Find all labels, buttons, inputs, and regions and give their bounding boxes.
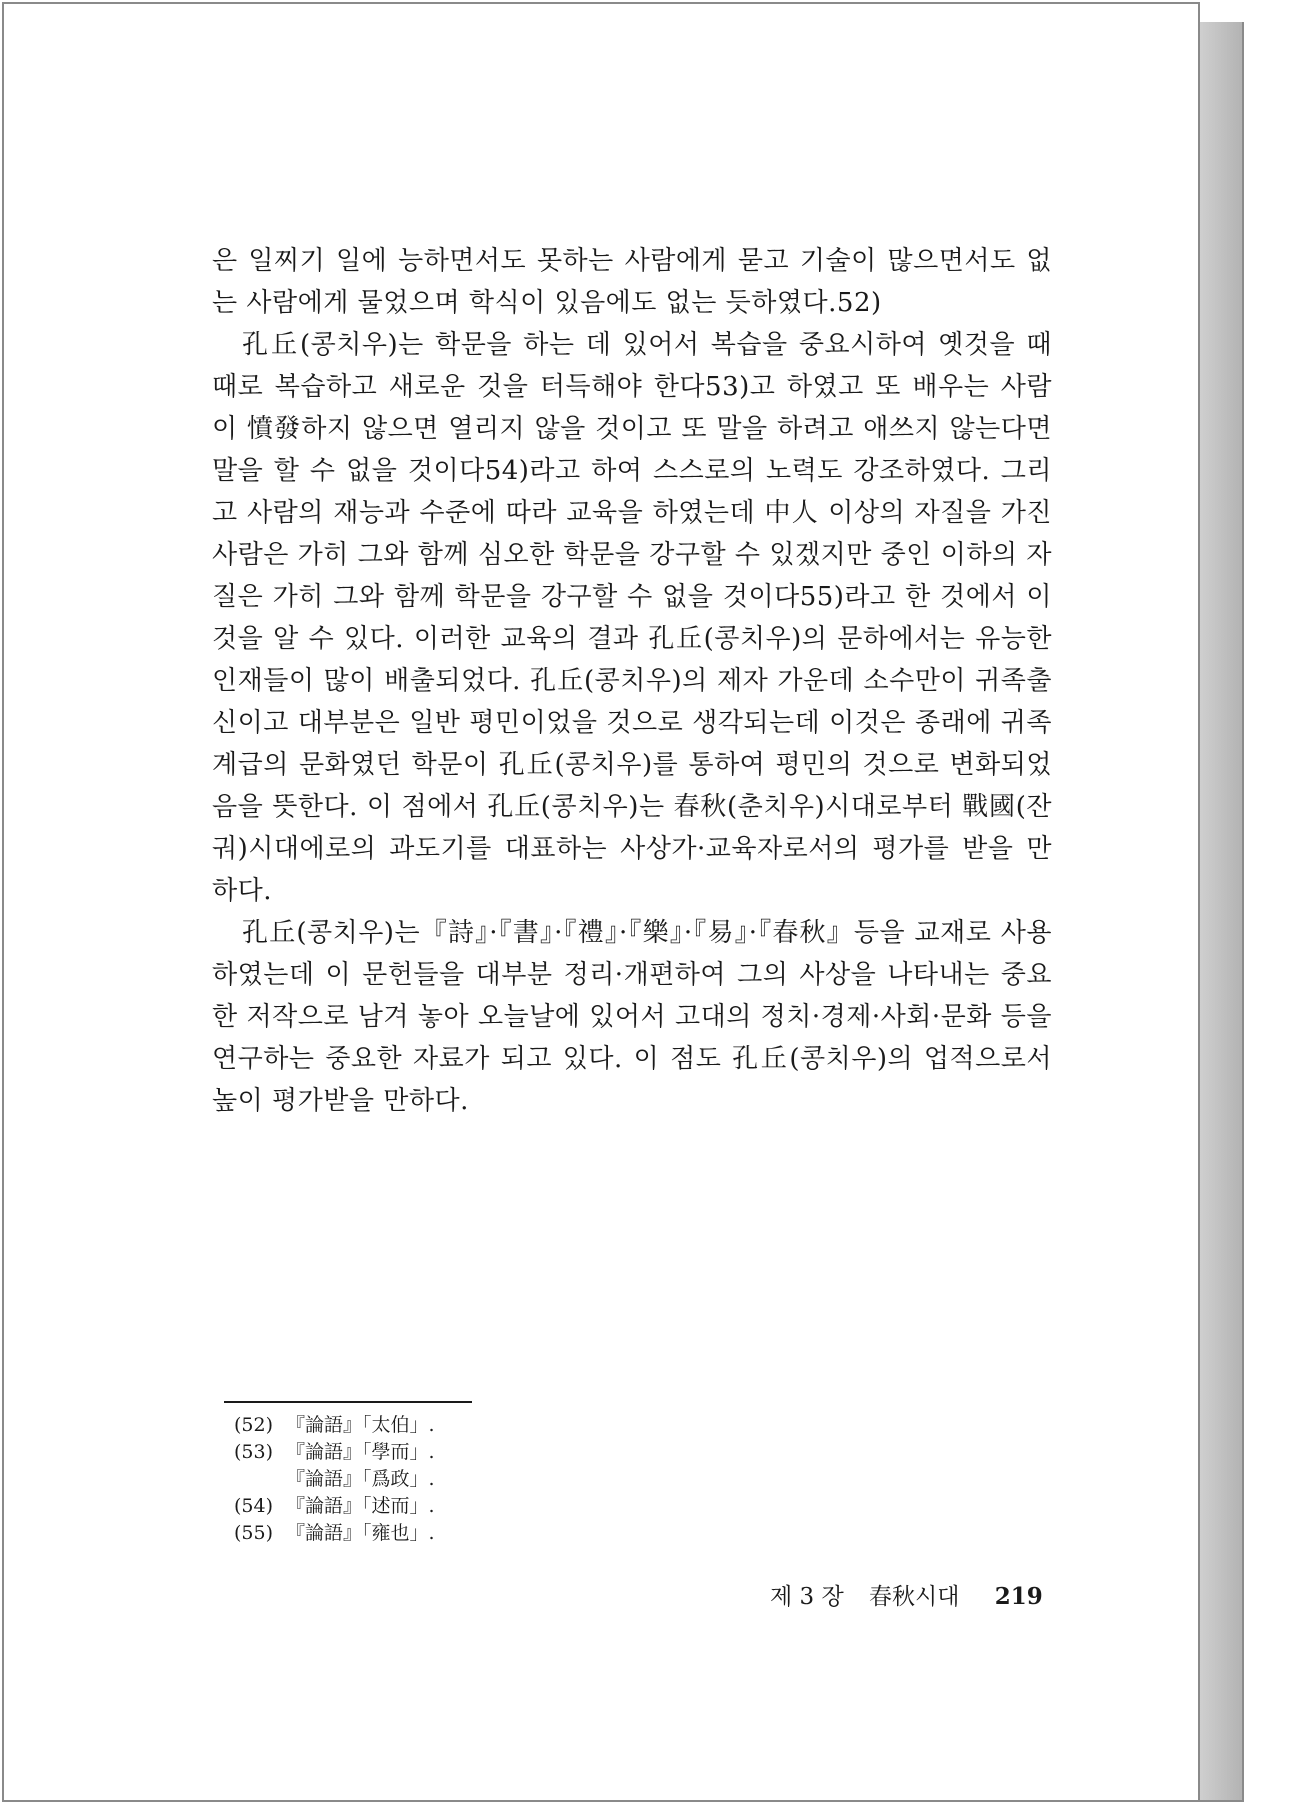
footnote-53-continued — [234, 1466, 435, 1493]
footnote-55 — [234, 1520, 435, 1547]
footnote-53 — [234, 1439, 435, 1466]
footnote-number: (53) — [234, 1441, 274, 1463]
page-stack-edge — [1200, 2, 1244, 1802]
footnote-text: 『論語』「述而」. — [286, 1495, 435, 1517]
footnote-number — [234, 1466, 286, 1493]
footnote-text: 『論語』「爲政」. — [286, 1468, 435, 1490]
paragraph-1: 은 일찌기 일에 능하면서도 못하는 사람에게 묻고 기술이 많으면서도 없는 사람에게 물었으며 학식이 있음에도 없는 듯하였다.52) — [212, 246, 1052, 318]
main-text — [212, 240, 1052, 1122]
page-corner-fold — [1200, 2, 1244, 22]
footnote-divider — [224, 1401, 472, 1403]
page-number: 219 — [994, 1583, 1043, 1610]
footnote-text: 『論語』「太伯」. — [286, 1414, 435, 1436]
footnote-54 — [234, 1493, 435, 1520]
footnotes — [234, 1412, 435, 1547]
footnote-number: (55) — [234, 1522, 274, 1544]
paragraph-3: 孔丘(콩치우)는『詩』·『書』·『禮』·『樂』·『易』·『春秋』등을 교재로 사용하였는데 이 문헌들을 대부분 정리·개편하여 그의 사상을 나타내는 중요한 저작으로 남겨 놓아 오늘날에 있어서 고대의 정치·경제·사회·문화 등을 연구하는 중요한 자료가 되고 있다. 이 점도 孔丘(콩치우)의 업적으로서 높이 평가받을 만하다. — [212, 918, 1052, 1116]
footnote-52 — [234, 1412, 435, 1439]
footnote-number: (52) — [234, 1414, 274, 1436]
running-footer — [770, 1578, 1043, 1611]
chapter-label: 제 3 장 — [770, 1584, 844, 1610]
chapter-title: 春秋시대 — [869, 1584, 960, 1610]
footnote-number: (54) — [234, 1495, 274, 1517]
footnote-text: 『論語』「學而」. — [286, 1441, 435, 1463]
paragraph-2: 孔丘(콩치우)는 학문을 하는 데 있어서 복습을 중요시하여 옛것을 때때로 복습하고 새로운 것을 터득해야 한다53)고 하였고 또 배우는 사람이 憤發하지 않으면 열리지 않을 것이고 또 말을 하려고 애쓰지 않는다면 말을 할 수 없을 것이다54)라고 하여 스스로의 노력도 강조하였다. 그리고 사람의 재능과 수준에 따라 교육을 하였는데 中人 이상의 자질을 가진 사람은 가히 그와 함께 심오한 학문을 강구할 수 있겠지만 중인 이하의 자질은 가히 그와 함께 학문을 강구할 수 없을 것이다55)라고 한 것에서 이것을 알 수 있다. 이러한 교육의 결과 孔丘(콩치우)의 문하에서는 유능한 인재들이 많이 배출되었다. 孔丘(콩치우)의 제자 가운데 소수만이 귀족출신이고 대부분은 일반 평민이었을 것으로 생각되는데 이것은 종래에 귀족계급의 문화였던 학문이 孔丘(콩치우)를 통하여 평민의 것으로 변화되었음을 뜻한다. 이 점에서 孔丘(콩치우)는 春秋(춘치우)시대로부터 戰國(잔궈)시대에로의 과도기를 대표하는 사상가·교육자로서의 평가를 받을 만하다. — [212, 330, 1052, 906]
footnote-text: 『論語』「雍也」. — [286, 1522, 435, 1544]
